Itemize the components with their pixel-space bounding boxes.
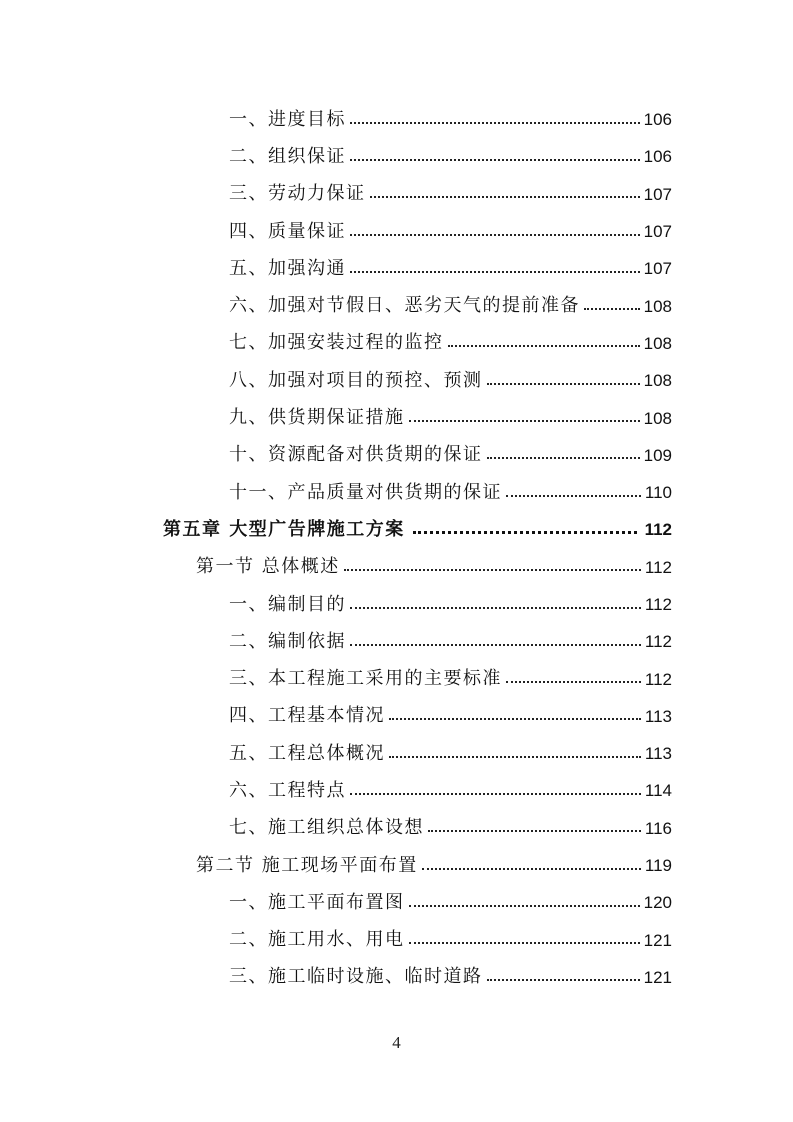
- toc-entry[interactable]: [0, 437, 672, 474]
- toc-entry[interactable]: [0, 176, 672, 213]
- toc-entry[interactable]: [0, 399, 672, 436]
- toc-entry-page: 108: [643, 333, 672, 353]
- toc-entry-page: 112: [644, 557, 672, 577]
- toc-entry-page: 113: [644, 744, 672, 764]
- toc-entry-page: 112: [644, 632, 672, 652]
- toc-entry-page: 106: [643, 147, 672, 167]
- toc-dot-leader: [584, 308, 640, 310]
- toc-entry[interactable]: [0, 847, 672, 884]
- toc-entry-title: 一、施工平面布置图: [229, 891, 405, 913]
- toc-dot-leader: [487, 383, 640, 385]
- toc-entry-page: 108: [643, 371, 672, 391]
- toc-entry-page: 112: [644, 595, 672, 614]
- toc-dot-leader: [350, 234, 640, 236]
- toc-dot-leader: [350, 793, 641, 795]
- toc-dot-leader: [487, 457, 640, 459]
- toc-entry-page: 121: [643, 967, 672, 987]
- toc-entry[interactable]: [0, 138, 672, 175]
- toc-dot-leader: [350, 271, 640, 273]
- toc-dot-leader: [448, 345, 640, 347]
- toc-entry-page: 114: [644, 781, 672, 801]
- toc-dot-leader: [344, 569, 641, 571]
- toc-entry-title: 五、加强沟通: [229, 257, 346, 279]
- toc-entry-title: 第五章 大型广告牌施工方案: [163, 518, 405, 540]
- toc-entry-title: 七、施工组织总体设想: [229, 817, 424, 839]
- toc-entry[interactable]: [0, 101, 672, 138]
- toc-entry[interactable]: [0, 623, 672, 660]
- toc-entry-title: 十一、产品质量对供货期的保证: [229, 481, 502, 503]
- toc-entry-page: 112: [644, 669, 672, 689]
- toc-entry-title: 第二节 施工现场平面布置: [196, 854, 418, 876]
- toc-entry[interactable]: [0, 549, 672, 586]
- toc-dot-leader: [389, 718, 641, 720]
- toc-entry[interactable]: [0, 810, 672, 847]
- toc-dot-leader: [350, 607, 641, 609]
- toc-entry-page: 108: [643, 296, 672, 316]
- toc-entry[interactable]: [0, 250, 672, 287]
- toc-dot-leader: [506, 495, 641, 497]
- toc-entry-title: 四、质量保证: [229, 220, 346, 242]
- toc-dot-leader: [422, 868, 641, 870]
- toc-entry[interactable]: [0, 362, 672, 399]
- table-of-contents: [0, 101, 793, 996]
- toc-entry-title: 六、加强对节假日、恶劣天气的提前准备: [229, 295, 580, 317]
- toc-entry-title: 三、本工程施工采用的主要标准: [229, 668, 502, 690]
- toc-dot-leader: [350, 122, 640, 124]
- toc-entry-title: 一、编制目的: [229, 593, 346, 615]
- toc-dot-leader: [506, 681, 641, 683]
- toc-dot-leader: [389, 756, 641, 758]
- toc-entry[interactable]: [0, 586, 672, 623]
- toc-entry-title: 六、工程特点: [229, 779, 346, 801]
- toc-entry-page: 121: [643, 930, 672, 950]
- toc-entry-title: 二、编制依据: [229, 630, 346, 652]
- toc-entry-page: 109: [643, 445, 672, 465]
- toc-entry-title: 四、工程基本情况: [229, 705, 385, 727]
- toc-dot-leader: [409, 905, 640, 907]
- toc-entry[interactable]: [0, 772, 672, 809]
- toc-entry[interactable]: [0, 959, 672, 996]
- toc-dot-leader: [487, 979, 640, 981]
- toc-entry-title: 九、供货期保证措施: [229, 407, 405, 429]
- toc-entry-page: 112: [644, 520, 672, 540]
- toc-entry[interactable]: [0, 325, 672, 362]
- toc-entry-page: 119: [644, 856, 672, 876]
- toc-entry-title: 八、加强对项目的预控、预测: [229, 369, 483, 391]
- toc-entry[interactable]: [0, 922, 672, 959]
- toc-dot-leader: [370, 196, 640, 198]
- toc-entry[interactable]: [0, 698, 672, 735]
- toc-entry-title: 三、施工临时设施、临时道路: [229, 966, 483, 988]
- toc-entry[interactable]: [0, 287, 672, 324]
- toc-entry-page: 116: [644, 818, 672, 838]
- toc-dot-leader: [428, 830, 641, 832]
- toc-dot-leader: [409, 420, 640, 422]
- toc-entry[interactable]: [0, 213, 672, 250]
- toc-dot-leader: [350, 644, 641, 646]
- toc-entry-title: 五、工程总体概况: [229, 742, 385, 764]
- toc-entry-title: 二、组织保证: [229, 145, 346, 167]
- toc-entry-title: 十、资源配备对供货期的保证: [229, 444, 483, 466]
- toc-entry-page: 107: [643, 259, 672, 279]
- toc-entry-page: 107: [643, 184, 672, 204]
- toc-entry[interactable]: [0, 474, 672, 511]
- toc-entry[interactable]: [0, 735, 672, 772]
- toc-entry-title: 七、加强安装过程的监控: [229, 332, 444, 354]
- toc-entry-page: 120: [643, 893, 672, 913]
- toc-dot-leader: [350, 159, 640, 161]
- toc-entry-page: 107: [643, 222, 672, 242]
- toc-entry[interactable]: [0, 660, 672, 697]
- page-number: 4: [392, 1033, 401, 1052]
- toc-entry[interactable]: [0, 884, 672, 921]
- toc-entry-title: 三、劳动力保证: [229, 183, 366, 205]
- toc-entry-page: 108: [643, 408, 672, 428]
- toc-entry[interactable]: [0, 511, 672, 548]
- toc-entry-page: 113: [644, 706, 672, 726]
- toc-entry-title: 一、进度目标: [229, 108, 346, 130]
- toc-entry-title: 第一节 总体概述: [196, 556, 340, 578]
- toc-entry-page: 106: [643, 110, 672, 130]
- toc-dot-leader: [413, 531, 637, 534]
- toc-entry-page: 110: [644, 483, 672, 503]
- toc-entry-title: 二、施工用水、用电: [229, 929, 405, 951]
- toc-dot-leader: [409, 942, 640, 944]
